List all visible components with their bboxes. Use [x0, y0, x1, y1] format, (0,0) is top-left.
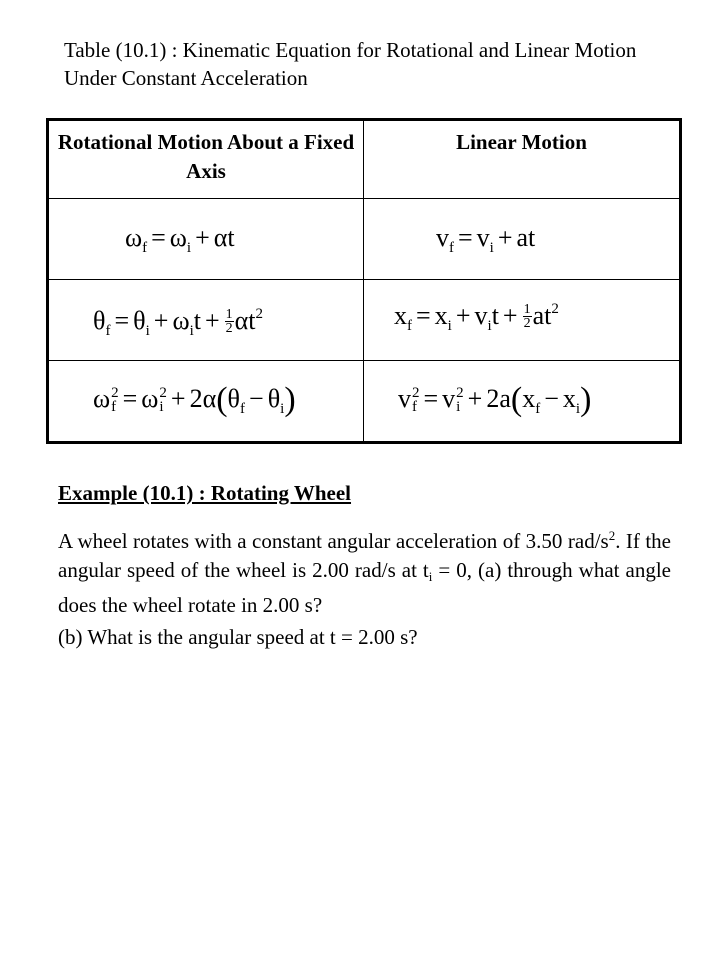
equation-omega-velocity: $\omega_f = \omega_i + \alpha t$	[125, 223, 235, 256]
table-header-row	[48, 120, 681, 199]
cell-linear-1	[364, 199, 681, 280]
example-heading: Example (10.1) : Rotating Wheel	[58, 481, 352, 505]
cell-linear-2	[364, 280, 681, 361]
superscript: 2	[608, 528, 616, 543]
equation-linear-velocity-squared: v 2 f = v 2 i + $2a(x_f - x_i)$	[398, 381, 592, 418]
header-linear: Linear Motion	[364, 120, 681, 199]
header-rotational: Rotational Motion About a Fixed Axis	[48, 120, 364, 199]
cell-rotational-3	[48, 361, 364, 443]
example-text-part: = 0, (a) through what angle does the wheel rotate in 2.00 s?	[58, 558, 671, 617]
equation-theta-position: $\theta_f = \theta_i + \omega_it$ + $\frac{1}{2}$ $\alpha t^2$	[93, 306, 264, 339]
equation-omega-squared: ω 2 f = ω 2 i + $2\alpha(\theta_f - \theta_i)$	[93, 381, 296, 418]
kinematics-table	[46, 118, 682, 444]
example-paragraph-b: (b) What is the angular speed at t = 2.00 s?	[58, 625, 418, 649]
table-caption: Table (10.1) : Kinematic Equation for Rotational and Linear Motion Under Constant Acceleration	[64, 38, 637, 90]
cell-rotational-2	[48, 280, 364, 361]
table-row	[48, 199, 681, 280]
table-row	[48, 280, 681, 361]
cell-linear-3	[364, 361, 681, 443]
equation-linear-position: $x_f = x_i + v_it$ + $\frac{1}{2}$ $at^2$	[394, 301, 559, 334]
example-paragraph-a	[58, 521, 671, 620]
example-text-part: A wheel rotates with a constant angular acceleration of 3.50 rad/s	[58, 529, 609, 553]
equation-linear-velocity: $v_f = v_i$ + at	[436, 223, 536, 256]
example-text-part: . If the angular speed of the wheel is 2.00 rad/s at t	[58, 529, 671, 582]
subscript: i	[428, 569, 433, 584]
cell-rotational-1	[48, 199, 364, 280]
table-row	[48, 361, 681, 443]
